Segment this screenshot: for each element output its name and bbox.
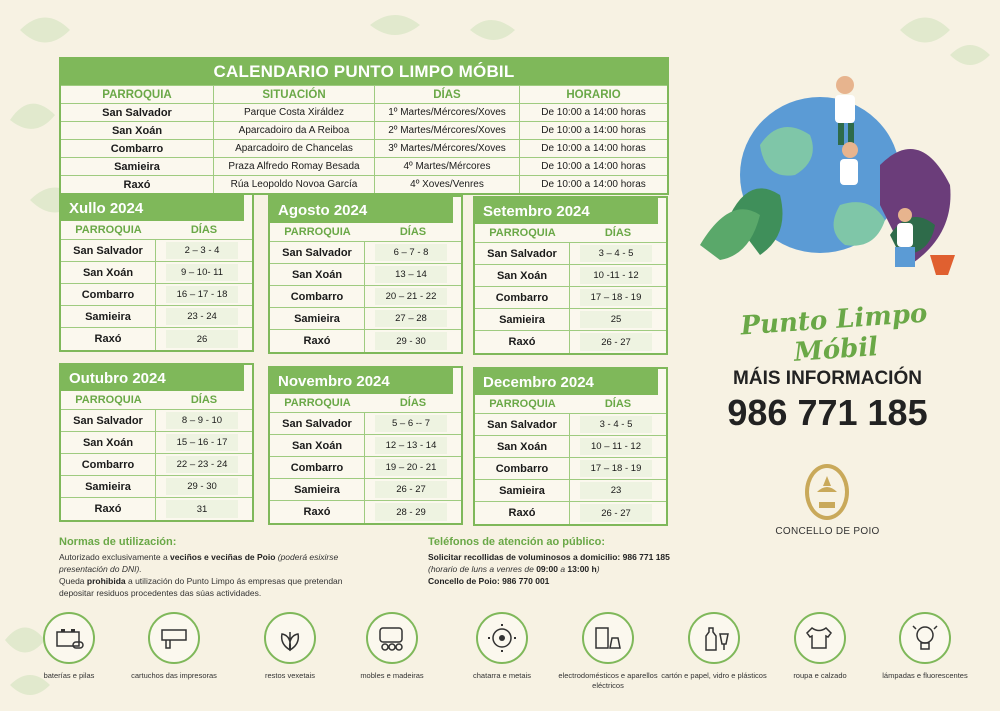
- days-cell: 3 - 4 - 5: [580, 416, 652, 433]
- table-row: [270, 435, 461, 457]
- parish-cell: Raxó: [475, 502, 570, 524]
- rules-line: Autorizado exclusivamente a: [59, 552, 171, 562]
- parish-cell: Combarro: [475, 287, 570, 308]
- waste-category-item: [870, 612, 980, 681]
- parish-cell: Raxó: [61, 328, 156, 350]
- column-header: DÍAS: [399, 226, 427, 238]
- phones-time: 13:00 h: [567, 564, 597, 574]
- table-row: [61, 262, 252, 284]
- waste-category-label: lámpadas e fluorescentes: [882, 671, 968, 680]
- parish-cell: Combarro: [110, 142, 164, 155]
- days-cell: 13 – 14: [375, 266, 447, 283]
- month-header-row: [61, 221, 252, 240]
- month-title: Xullo 2024: [61, 195, 244, 221]
- lightbulb-icon: [899, 612, 951, 664]
- column-header: HORARIO: [519, 86, 667, 103]
- column-header: PARROQUIA: [75, 394, 142, 406]
- days-cell: 31: [166, 500, 238, 518]
- days-cell: 16 – 17 - 18: [166, 286, 238, 303]
- days-cell: 6 – 7 - 8: [375, 244, 447, 261]
- table-row: [270, 501, 461, 523]
- parish-cell: San Xoán: [270, 264, 365, 285]
- days-cell: 29 - 30: [166, 478, 238, 495]
- days-cell: 4º Xoves/Venres: [374, 176, 519, 193]
- waste-category-label: electrodomésticos e aparellos eléctricos: [558, 671, 658, 690]
- waste-category-item: [14, 612, 124, 681]
- table-row: [61, 240, 252, 262]
- month-title: Setembro 2024: [475, 198, 658, 224]
- concello-label: CONCELLO DE POIO: [775, 526, 880, 537]
- hours-cell: De 10:00 a 14:00 horas: [519, 104, 667, 121]
- days-cell: 17 – 18 - 19: [580, 460, 652, 477]
- waste-category-item: [447, 612, 557, 681]
- parish-cell: Raxó: [270, 501, 365, 523]
- phones-note: (horario de luns a venres de: [428, 564, 537, 574]
- month-table: [59, 363, 254, 522]
- table-row: [270, 413, 461, 435]
- days-cell: 23: [580, 482, 652, 499]
- table-row: [61, 328, 252, 350]
- waste-category-label: chatarra e metais: [473, 671, 531, 680]
- table-row: [270, 457, 461, 479]
- table-row: [61, 103, 667, 121]
- days-cell: 22 – 23 - 24: [166, 456, 238, 473]
- parish-cell: San Salvador: [475, 243, 570, 264]
- column-header: PARROQUIA: [75, 224, 142, 236]
- waste-category-label: baterías e pilas: [43, 671, 95, 680]
- parish-cell: San Salvador: [270, 413, 365, 434]
- parish-cell: Combarro: [61, 284, 156, 305]
- month-header-row: [270, 223, 461, 242]
- days-cell: 10 -11 - 12: [580, 267, 652, 284]
- table-row: [61, 284, 252, 306]
- parish-cell: San Salvador: [475, 414, 570, 435]
- waste-category-item: [765, 612, 875, 681]
- month-title: Decembro 2024: [475, 369, 658, 395]
- days-cell: 27 – 28: [375, 310, 447, 327]
- month-header-row: [61, 391, 252, 410]
- hours-cell: De 10:00 a 14:00 horas: [519, 122, 667, 139]
- phones-line: de voluminosos a domicilio: 986 771 185: [503, 552, 670, 562]
- table-row: [270, 286, 461, 308]
- days-cell: 9 – 10- 11: [166, 264, 238, 281]
- column-header: SITUACIÓN: [213, 86, 374, 103]
- table-row: [475, 436, 666, 458]
- days-cell: 8 – 9 - 10: [166, 412, 238, 429]
- phones-note: a: [557, 564, 568, 574]
- table-row: [475, 458, 666, 480]
- table-row: [270, 264, 461, 286]
- phones-text: [428, 551, 688, 587]
- month-table: [268, 366, 463, 525]
- rules-line: Queda: [59, 576, 87, 586]
- days-cell: 26: [166, 330, 238, 348]
- parish-cell: Raxó: [61, 498, 156, 520]
- rules-emphasis: prohibida: [86, 576, 126, 586]
- table-row: [61, 139, 667, 157]
- rules-emphasis: veciños e veciñas de Poio: [170, 552, 276, 562]
- waste-category-item: [119, 612, 229, 681]
- column-header: DÍAS: [399, 397, 427, 409]
- battery-icon: [43, 612, 95, 664]
- days-cell: 29 - 30: [375, 332, 447, 350]
- table-row: [475, 309, 666, 331]
- furniture-wood-icon: [366, 612, 418, 664]
- rules-title: Normas de utilización:: [59, 536, 177, 548]
- month-table: [473, 367, 668, 526]
- appliances-icon: [582, 612, 634, 664]
- parish-cell: Samieira: [114, 160, 160, 173]
- tshirt-shoe-icon: [794, 612, 846, 664]
- table-row: [61, 410, 252, 432]
- earth-recycling-illustration-icon: [690, 55, 970, 280]
- table-row: [475, 414, 666, 436]
- column-header: DÍAS: [190, 224, 218, 236]
- brand-title: Punto Limpo Móbil: [739, 298, 929, 368]
- table-row: [270, 308, 461, 330]
- parish-cell: Samieira: [61, 306, 156, 327]
- column-header: PARROQUIA: [284, 397, 351, 409]
- table-row: [475, 243, 666, 265]
- table-header-row: [61, 85, 667, 103]
- days-cell: 19 – 20 - 21: [375, 459, 447, 476]
- waste-category-label: cartuchos das impresoras: [131, 671, 217, 680]
- days-cell: 26 - 27: [375, 481, 447, 498]
- days-cell: 20 – 21 - 22: [375, 288, 447, 305]
- hours-cell: De 10:00 a 14:00 horas: [519, 176, 667, 193]
- info-label: MÁIS INFORMACIÓN: [733, 368, 922, 389]
- waste-category-item: [235, 612, 345, 681]
- month-table: [59, 193, 254, 352]
- parish-cell: Combarro: [61, 454, 156, 475]
- parish-cell: Raxó: [475, 331, 570, 353]
- parish-cell: San Xoán: [111, 124, 163, 137]
- location-cell: Aparcadoiro da A Reiboa: [213, 122, 374, 139]
- rules-note: (poderá esixirse presentación do DNI).: [59, 552, 339, 574]
- table-row: [475, 287, 666, 309]
- days-cell: 2 – 3 - 4: [166, 242, 238, 259]
- parish-cell: Combarro: [270, 286, 365, 307]
- plant-leaves-icon: [264, 612, 316, 664]
- days-cell: 5 – 6 -- 7: [375, 415, 447, 432]
- location-cell: Rúa Leopoldo Novoa García: [213, 176, 374, 193]
- waste-category-label: roupa e calzado: [793, 671, 847, 680]
- phones-title: Teléfonos de atención ao público:: [428, 536, 606, 548]
- parish-cell: Raxó: [123, 178, 151, 191]
- hours-cell: De 10:00 a 14:00 horas: [519, 140, 667, 157]
- location-cell: Aparcadoiro de Chancelas: [213, 140, 374, 157]
- main-title: CALENDARIO PUNTO LIMPO MÓBIL: [61, 59, 667, 85]
- table-row: [61, 432, 252, 454]
- days-cell: 26 - 27: [580, 333, 652, 351]
- parish-cell: San Xoán: [475, 436, 570, 457]
- days-cell: 12 – 13 - 14: [375, 437, 447, 454]
- table-row: [270, 242, 461, 264]
- days-cell: 10 – 11 - 12: [580, 438, 652, 455]
- parish-cell: San Salvador: [102, 106, 172, 119]
- days-cell: 28 - 29: [375, 503, 447, 521]
- phones-emphasis: Solicitar recollidas: [428, 552, 504, 562]
- days-cell: 4º Martes/Mércores: [374, 158, 519, 175]
- rules-text: [59, 551, 379, 599]
- days-cell: 26 - 27: [580, 504, 652, 522]
- table-row: [61, 121, 667, 139]
- info-phone-number[interactable]: 986 771 185: [727, 392, 928, 433]
- phones-line: Concello de Poio: 986 770 001: [428, 576, 550, 586]
- parish-cell: Samieira: [270, 308, 365, 329]
- table-row: [475, 331, 666, 353]
- table-row: [270, 330, 461, 352]
- days-cell: 2º Martes/Mércores/Xoves: [374, 122, 519, 139]
- scrap-metal-icon: [476, 612, 528, 664]
- month-header-row: [270, 394, 461, 413]
- parish-cell: Samieira: [475, 309, 570, 330]
- parish-cell: San Xoán: [61, 262, 156, 283]
- location-cell: Praza Alfredo Romay Besada: [213, 158, 374, 175]
- parish-cell: Samieira: [270, 479, 365, 500]
- days-cell: 3º Martes/Mércores/Xoves: [374, 140, 519, 157]
- column-header: PARROQUIA: [102, 88, 172, 101]
- main-schedule-table: [59, 57, 669, 195]
- table-row: [61, 175, 667, 193]
- hours-cell: De 10:00 a 14:00 horas: [519, 158, 667, 175]
- leaf-decoration-icon: [330, 0, 550, 60]
- parish-cell: Samieira: [475, 480, 570, 501]
- days-cell: 23 - 24: [166, 308, 238, 325]
- parish-cell: San Xoán: [270, 435, 365, 456]
- month-header-row: [475, 395, 666, 414]
- phones-time: 09:00: [536, 564, 558, 574]
- table-row: [475, 480, 666, 502]
- waste-category-item: [337, 612, 447, 681]
- waste-category-label: restos vexetais: [264, 671, 316, 680]
- parish-cell: San Salvador: [270, 242, 365, 263]
- days-cell: 3 – 4 - 5: [580, 245, 652, 262]
- table-row: [270, 479, 461, 501]
- parish-cell: Combarro: [270, 457, 365, 478]
- parish-cell: San Xoán: [61, 432, 156, 453]
- parish-cell: Combarro: [475, 458, 570, 479]
- waste-category-item: [659, 612, 769, 681]
- phones-note: ): [596, 564, 600, 574]
- column-header: PARROQUIA: [284, 226, 351, 238]
- days-cell: 17 – 18 - 19: [580, 289, 652, 306]
- month-title: Novembro 2024: [270, 368, 453, 394]
- concello-seal-icon: [803, 462, 851, 522]
- table-row: [61, 498, 252, 520]
- table-row: [61, 157, 667, 175]
- column-header: DÍAS: [190, 394, 218, 406]
- month-title: Outubro 2024: [61, 365, 244, 391]
- parish-cell: San Xoán: [475, 265, 570, 286]
- waste-category-item: [553, 612, 663, 691]
- month-title: Agosto 2024: [270, 197, 453, 223]
- column-header: PARROQUIA: [489, 398, 556, 410]
- table-row: [61, 476, 252, 498]
- table-row: [61, 454, 252, 476]
- parish-cell: San Salvador: [61, 240, 156, 261]
- days-cell: 25: [580, 311, 652, 328]
- table-row: [61, 306, 252, 328]
- waste-category-label: cartón e papel, vidro e plásticos: [661, 671, 767, 680]
- parish-cell: Samieira: [61, 476, 156, 497]
- month-table: [268, 195, 463, 354]
- table-row: [475, 502, 666, 524]
- column-header: PARROQUIA: [489, 227, 556, 239]
- waste-category-label: mobles e madeiras: [360, 671, 424, 680]
- rules-line: a utilización do Punto Limpo ás empresas que pretendan depositar residuos procedentes das súas actividades.: [59, 576, 343, 598]
- column-header: DÍAS: [374, 86, 519, 103]
- bottle-glass-icon: [688, 612, 740, 664]
- column-header: DÍAS: [604, 398, 632, 410]
- month-header-row: [475, 224, 666, 243]
- days-cell: 15 – 16 - 17: [166, 434, 238, 451]
- parish-cell: San Salvador: [61, 410, 156, 431]
- table-row: [475, 265, 666, 287]
- column-header: DÍAS: [604, 227, 632, 239]
- location-cell: Parque Costa Xiráldez: [213, 104, 374, 121]
- month-table: [473, 196, 668, 355]
- printer-cartridge-icon: [148, 612, 200, 664]
- days-cell: 1º Martes/Mércores/Xoves: [374, 104, 519, 121]
- parish-cell: Raxó: [270, 330, 365, 352]
